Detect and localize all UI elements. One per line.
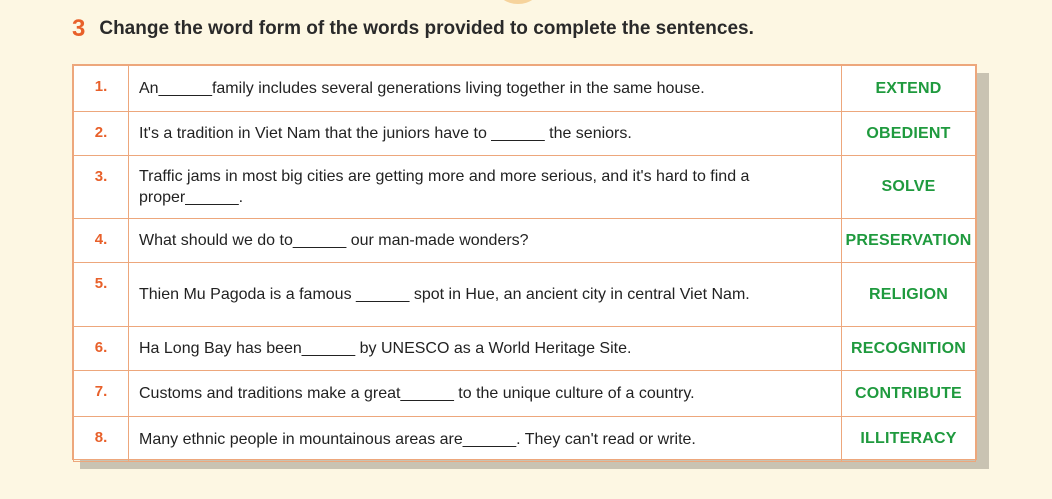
table-row <box>74 156 976 219</box>
row-sentence: It's a tradition in Viet Nam that the juniors have to ______ the seniors. <box>129 112 842 156</box>
row-sentence: Thien Mu Pagoda is a famous ______ spot in Hue, an ancient city in central Viet Nam. <box>129 263 842 327</box>
row-word: RELIGION <box>842 263 976 327</box>
row-sentence: Many ethnic people in mountainous areas are______. They can't read or write. <box>129 417 842 462</box>
row-word: EXTEND <box>842 66 976 112</box>
row-word: SOLVE <box>842 156 976 219</box>
row-sentence: Customs and traditions make a great______ to the unique culture of a country. <box>129 371 842 417</box>
row-number: 6. <box>74 327 129 371</box>
row-word: OBEDIENT <box>842 112 976 156</box>
row-sentence: What should we do to______ our man-made wonders? <box>129 219 842 263</box>
table-row <box>74 66 976 112</box>
exercise-title: Change the word form of the words provided to complete the sentences. <box>99 18 754 39</box>
row-number: 5. <box>74 263 129 327</box>
exercise-table <box>72 64 977 460</box>
row-number: 8. <box>74 417 129 462</box>
row-number: 7. <box>74 371 129 417</box>
table-row <box>74 263 976 327</box>
row-number: 4. <box>74 219 129 263</box>
row-number: 2. <box>74 112 129 156</box>
table-row <box>74 417 976 462</box>
row-number: 3. <box>74 156 129 219</box>
exercise-heading <box>72 12 754 46</box>
row-word: CONTRIBUTE <box>842 371 976 417</box>
table-row <box>74 112 976 156</box>
table-row <box>74 371 976 417</box>
row-sentence: An______family includes several generations living together in the same house. <box>129 66 842 112</box>
decorative-arc <box>496 0 540 4</box>
table-row <box>74 327 976 371</box>
row-number: 1. <box>74 66 129 112</box>
row-sentence: Traffic jams in most big cities are getting more and more serious, and it's hard to find a proper______. <box>129 156 842 219</box>
row-word: PRESERVATION <box>842 219 976 263</box>
row-word: RECOGNITION <box>842 327 976 371</box>
exercise-number: 3 <box>72 15 86 42</box>
row-sentence: Ha Long Bay has been______ by UNESCO as a World Heritage Site. <box>129 327 842 371</box>
row-word: ILLITERACY <box>842 417 976 462</box>
table-row <box>74 219 976 263</box>
